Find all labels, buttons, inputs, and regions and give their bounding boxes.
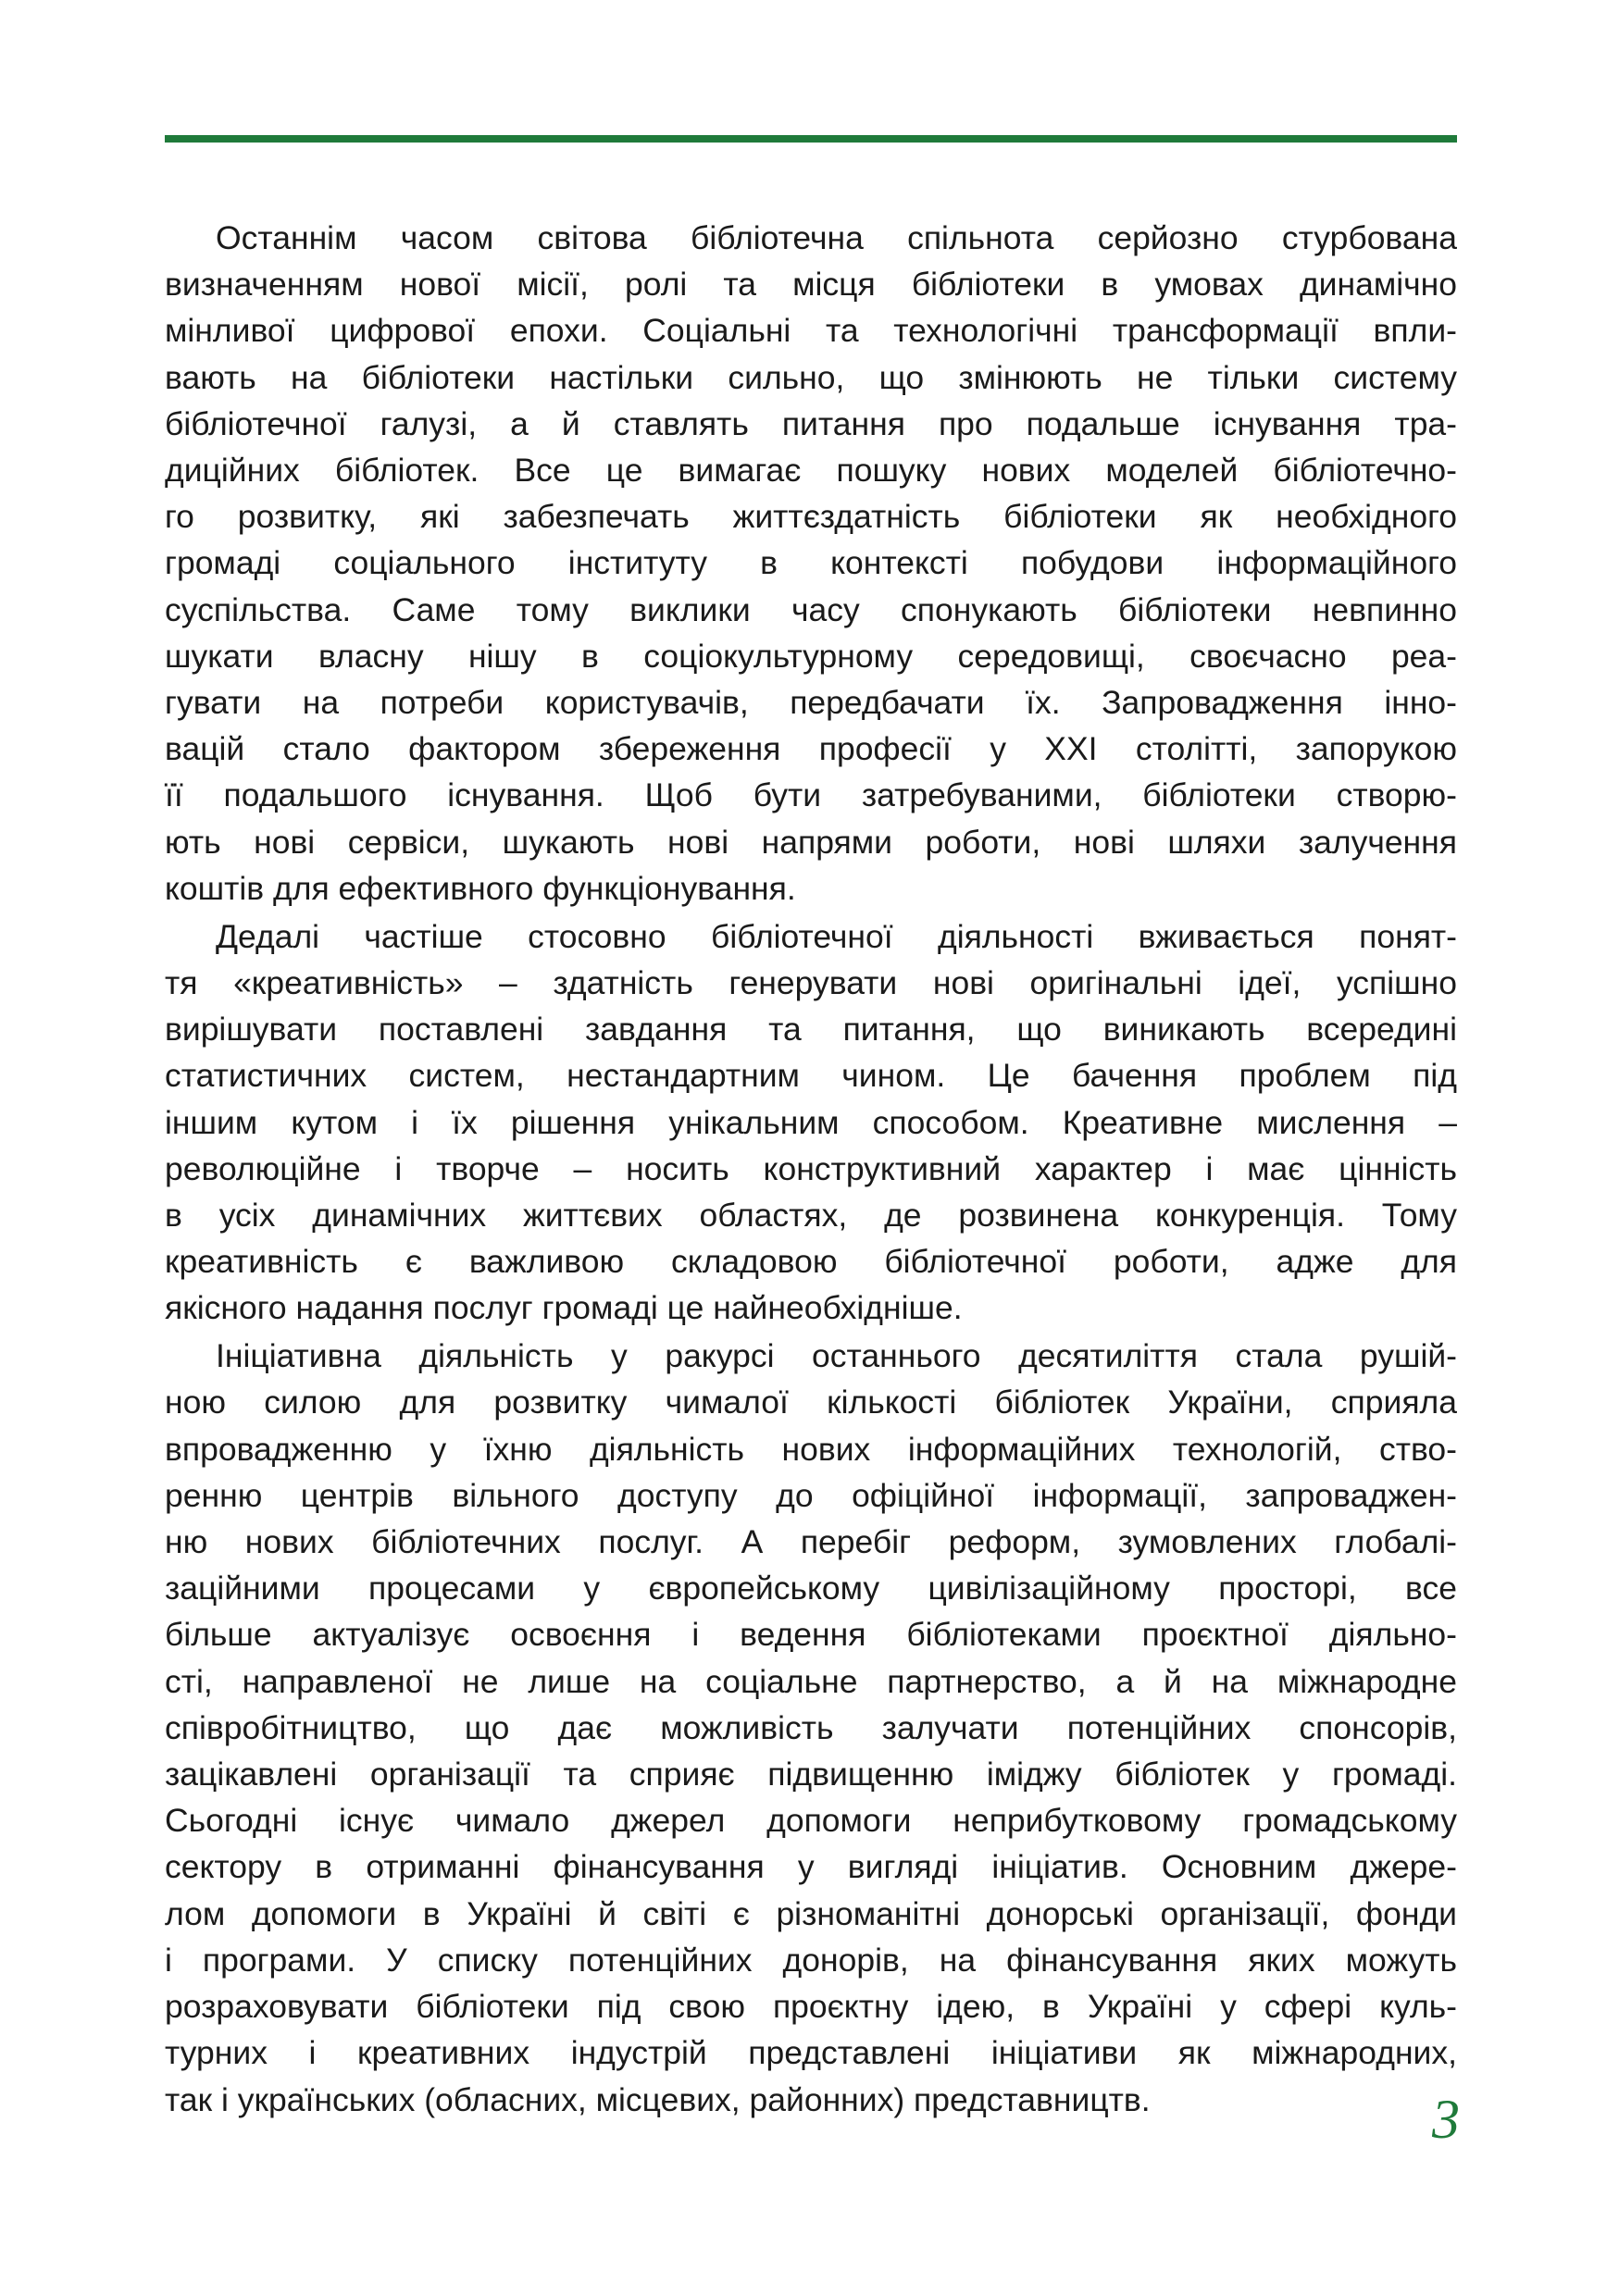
text-line: громаді соціального інституту в контексті побудови інформаційного: [165, 544, 1457, 582]
text-line: го розвитку, які забезпечать життєздатність бібліотеки як необхідного: [165, 498, 1457, 536]
text-line: революційне і творче – носить конструктивний характер і має цінність: [165, 1149, 1457, 1187]
text-line: в усіх динамічних життєвих областях, де розвинена конкуренція. Тому: [165, 1196, 1457, 1234]
text-line: гувати на потреби користувачів, передбачати їх. Запровадження інно-: [165, 684, 1457, 722]
text-line: вають на бібліотеки настільки сильно, що змінюють не тільки систему: [165, 358, 1457, 396]
text-line: диційних бібліотек. Все це вимагає пошуку нових моделей бібліотечно-: [165, 452, 1457, 490]
text-line: вирішувати поставлені завдання та питання, що виникають всередині: [165, 1011, 1457, 1049]
text-line: і програми. У списку потенційних донорів, на фінансування яких можуть: [165, 1941, 1457, 1979]
text-line: креативність є важливою складовою бібліотечної роботи, адже для: [165, 1243, 1457, 1281]
text-line: коштів для ефективного функціонування.: [165, 869, 796, 907]
text-line: іншим кутом і їх рішення унікальним способом. Креативне мислення –: [165, 1103, 1457, 1141]
text-line: визначенням нової місії, ролі та місця бібліотеки в умовах динамічно: [165, 266, 1457, 304]
paragraph-2: [165, 913, 1457, 1332]
text-line: бібліотечної галузі, а й ставлять питання про подальше існування тра-: [165, 404, 1457, 442]
header-rule: [165, 135, 1457, 143]
text-line: мінливої цифрової епохи. Соціальні та технологічні трансформації впли-: [165, 312, 1457, 350]
text-line: заційними процесами у європейському цивілізаційному просторі, все: [165, 1570, 1457, 1607]
text-line: ренню центрів вільного доступу до офіційної інформації, запроваджен-: [165, 1476, 1457, 1514]
text-line: Ініціативна діяльність у ракурсі останнього десятиліття стала рушій-: [216, 1337, 1457, 1375]
text-line: ню нових бібліотечних послуг. А перебіг реформ, зумовлених глобалі-: [165, 1523, 1457, 1561]
text-line: лом допомоги в Україні й світі є різноманітні донорські організації, фонди: [165, 1894, 1457, 1932]
text-line: співробітництво, що дає можливість залучати потенційних спонсорів,: [165, 1708, 1457, 1746]
text-line: суспільства. Саме тому виклики часу спонукають бібліотеки невпинно: [165, 590, 1457, 628]
paragraph-3: [165, 1333, 1457, 2122]
paragraph-1: [165, 215, 1457, 912]
text-line: тя «креативність» – здатність генерувати нові оригінальні ідеї, успішно: [165, 963, 1457, 1001]
text-line: сті, направленої не лише на соціальне партнерство, а й на міжнародне: [165, 1662, 1457, 1700]
text-line: сектору в отриманні фінансування у вигляді ініціатив. Основним джере-: [165, 1848, 1457, 1886]
text-line: ють нові сервіси, шукають нові напрями роботи, нові шляхи залучення: [165, 823, 1457, 861]
text-line: Сьогодні існує чимало джерел допомоги неприбутковому громадському: [165, 1802, 1457, 1840]
text-line: її подальшого існування. Щоб бути затребуваними, бібліотеки створю-: [165, 776, 1457, 814]
text-line: вацій стало фактором збереження професії у ХХІ столітті, запорукою: [165, 730, 1457, 768]
text-line: Дедалі частіше стосовно бібліотечної діяльності вживається понят-: [216, 917, 1457, 955]
text-line: більше актуалізує освоєння і ведення бібліотеками проєктної діяльно-: [165, 1616, 1457, 1654]
text-line: Останнім часом світова бібліотечна спільнота серйозно стурбована: [216, 219, 1457, 256]
text-line: якісного надання послуг громаді це найнеобхідніше.: [165, 1289, 963, 1327]
text-line: шукати власну нішу в соціокультурному середовищі, своєчасно реа-: [165, 637, 1457, 675]
text-line: статистичних систем, нестандартним чином. Це бачення проблем під: [165, 1057, 1457, 1095]
text-line: турних і креативних індустрій представлені ініціативи як міжнародних,: [165, 2034, 1457, 2072]
text-line: впровадженню у їхню діяльність нових інформаційних технологій, ство-: [165, 1430, 1457, 1468]
text-line: зацікавлені організації та сприяє підвищенню іміджу бібліотек у громаді.: [165, 1756, 1457, 1793]
page-number: 3: [1432, 2089, 1460, 2150]
text-line: так і українських (обласних, місцевих, районних) представництв.: [165, 2080, 1151, 2118]
body-text: [165, 215, 1457, 2124]
text-line: ною силою для розвитку чималої кількості бібліотек України, сприяла: [165, 1384, 1457, 1421]
text-line: розраховувати бібліотеки під свою проєктну ідею, в Україні у сфері куль-: [165, 1988, 1457, 2026]
